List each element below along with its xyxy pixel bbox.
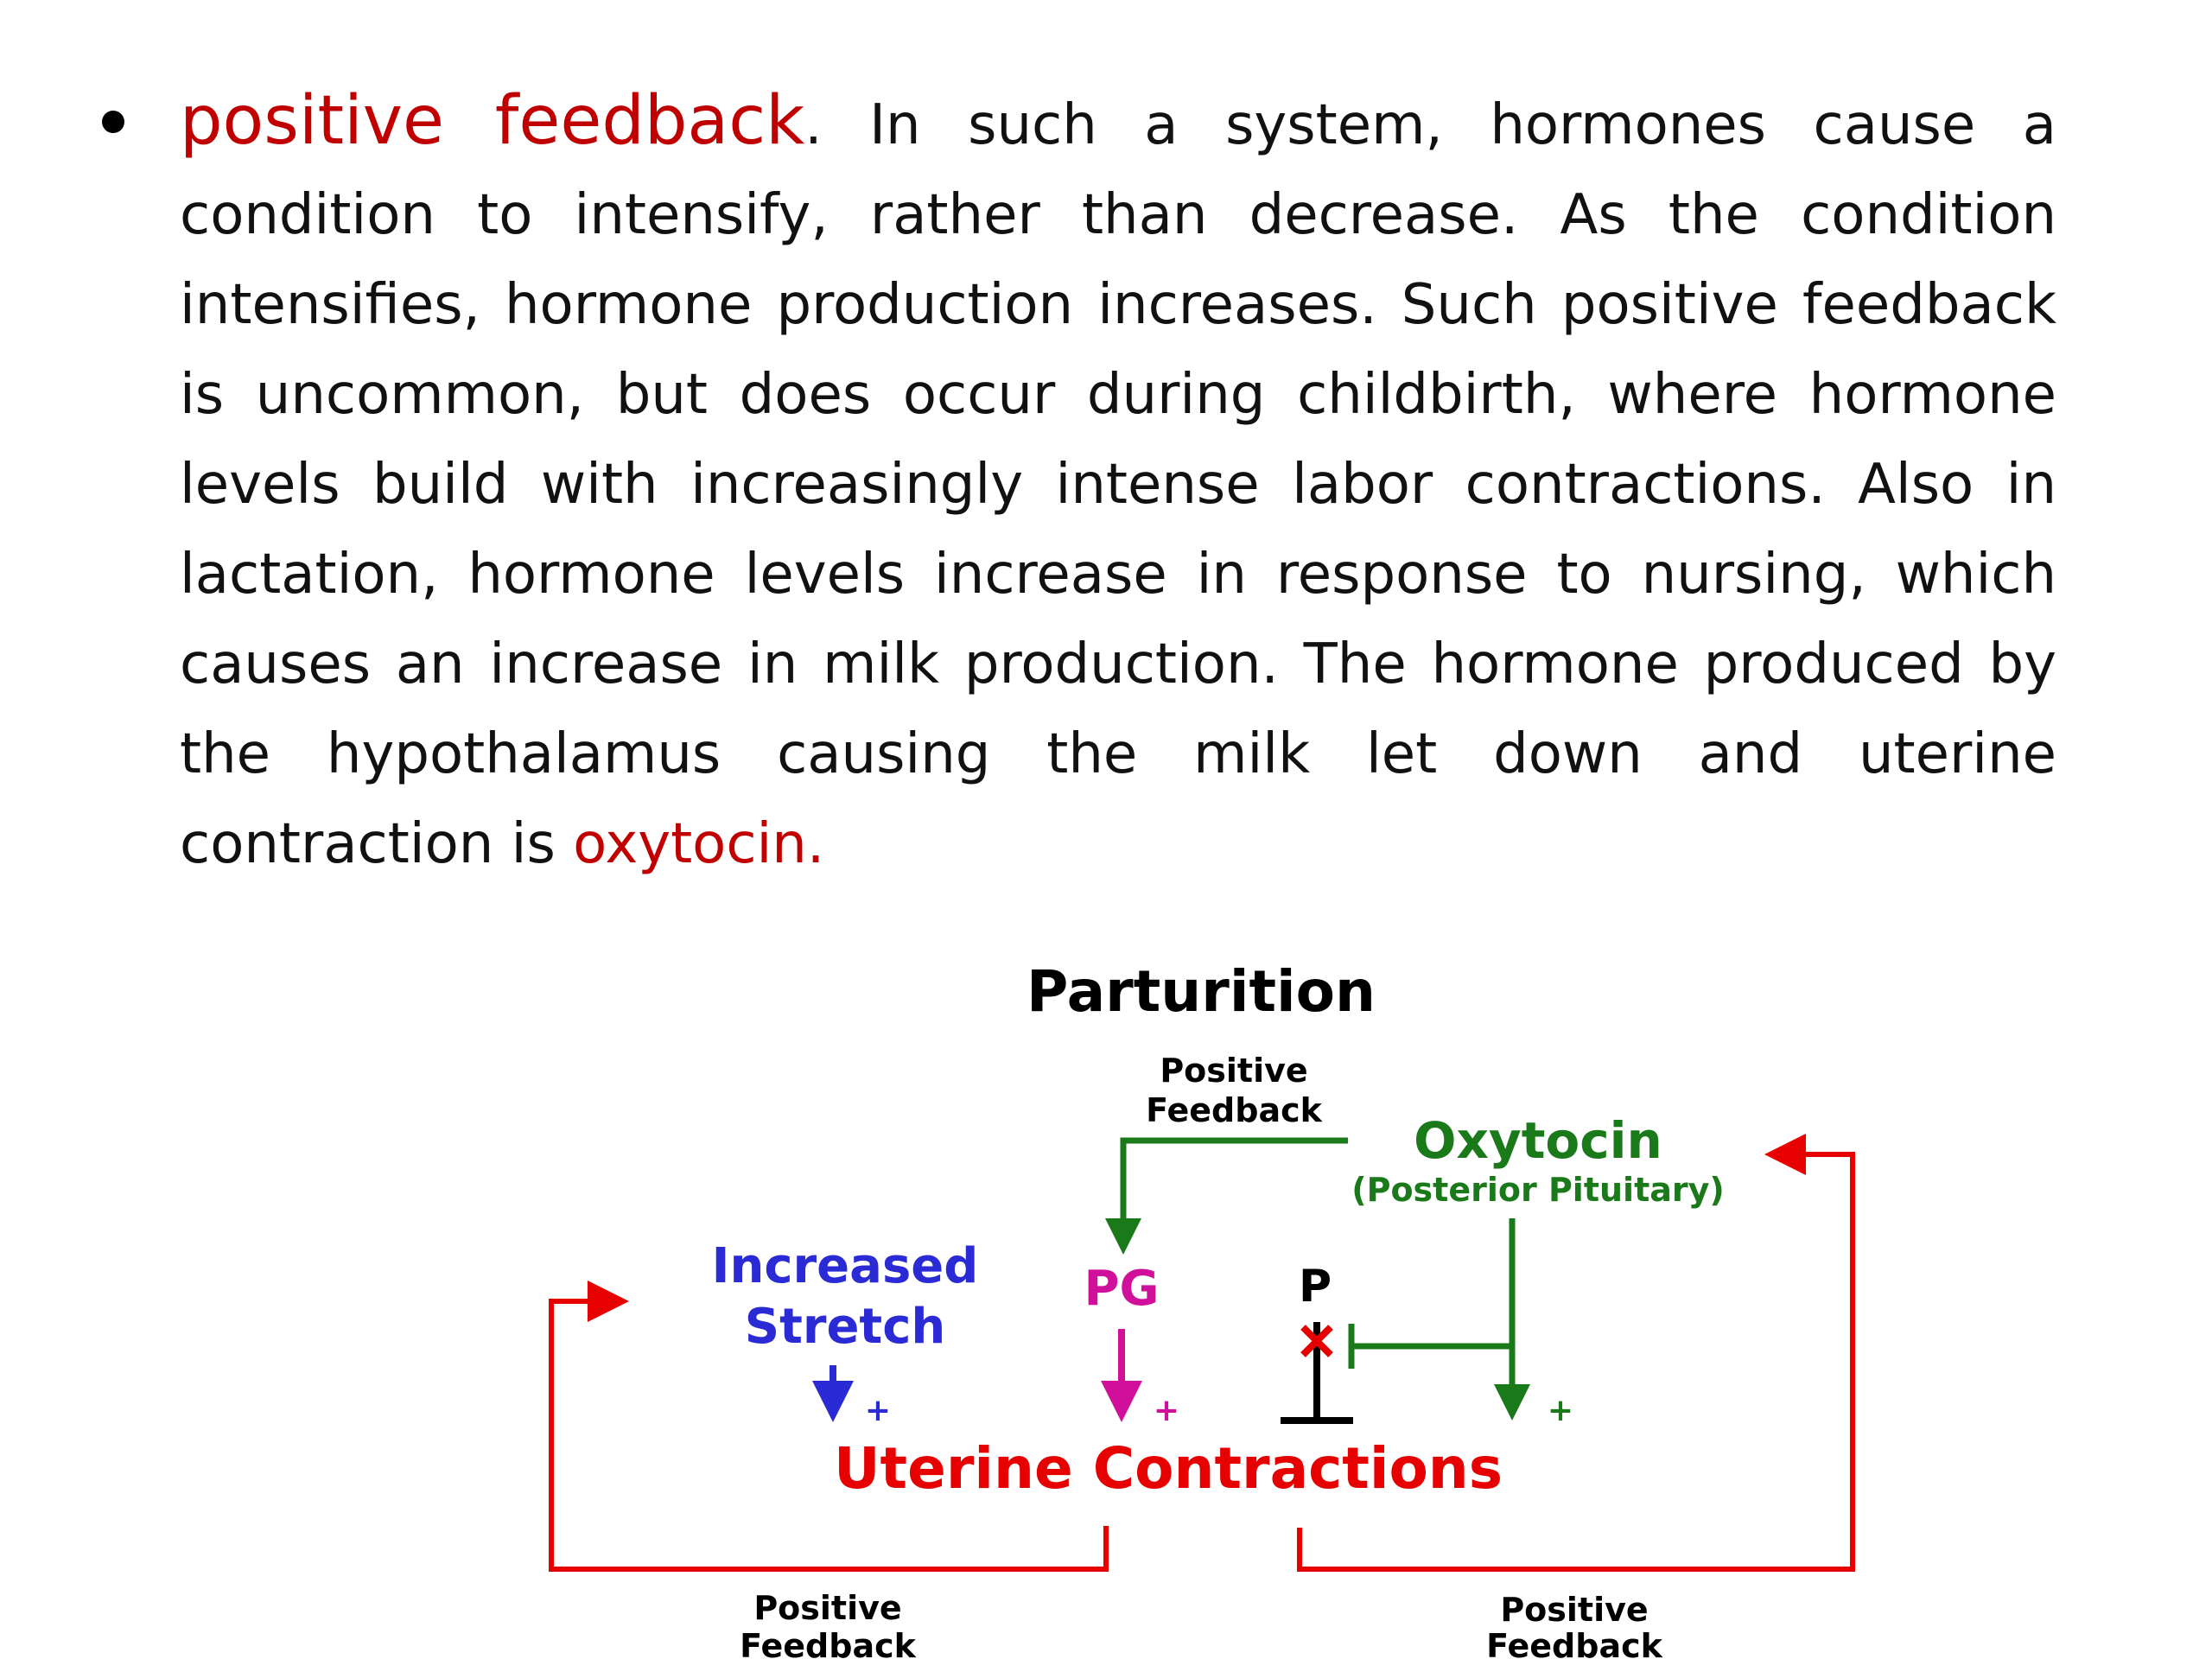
right-feedback-loop-arrow xyxy=(1300,1154,1853,1569)
top-feedback-label-line1: Positive xyxy=(1160,1052,1308,1090)
diagram-title: Parturition xyxy=(1027,958,1376,1025)
oxytocin-to-pg-arrow xyxy=(1123,1141,1348,1243)
left-feedback-label-line1: Positive xyxy=(753,1589,902,1627)
right-feedback-label-line2: Feedback xyxy=(1486,1627,1662,1659)
stretch-plus-sign: + xyxy=(864,1393,892,1428)
key-term: positive feedback xyxy=(180,82,805,160)
top-feedback-label-line2: Feedback xyxy=(1146,1091,1322,1129)
oxytocin-plus-sign: + xyxy=(1547,1393,1574,1428)
pg-plus-sign: + xyxy=(1153,1393,1180,1428)
term-punctuation: . xyxy=(804,93,823,157)
oxytocin-source-label: (Posterior Pituitary) xyxy=(1351,1171,1725,1209)
increased-stretch-line2: Stretch xyxy=(744,1299,946,1355)
highlight-term: oxytocin. xyxy=(573,812,825,876)
paragraph-body: In such a system, hormones cause a condition to intensify, rather than decrease. As the condition intensifies, hormone production increases. Such positive feedback is uncommon, but does occur during childbirth, where hormone levels build with increasingly intense labor contractions. Also in lactation, hormone levels increase in response to nursing, which causes an increase in milk production. The hormone produced by the hypothalamus causing the milk let down and uterine contraction is xyxy=(180,93,2056,876)
p-label: P xyxy=(1298,1261,1332,1313)
oxytocin-label: Oxytocin xyxy=(1414,1111,1662,1170)
uterine-contractions-label: Uterine Contractions xyxy=(833,1435,1503,1502)
left-feedback-label-line2: Feedback xyxy=(740,1627,916,1659)
increased-stretch-line1: Increased xyxy=(711,1238,979,1294)
right-feedback-label-line1: Positive xyxy=(1500,1591,1649,1629)
pg-label: PG xyxy=(1084,1261,1160,1317)
